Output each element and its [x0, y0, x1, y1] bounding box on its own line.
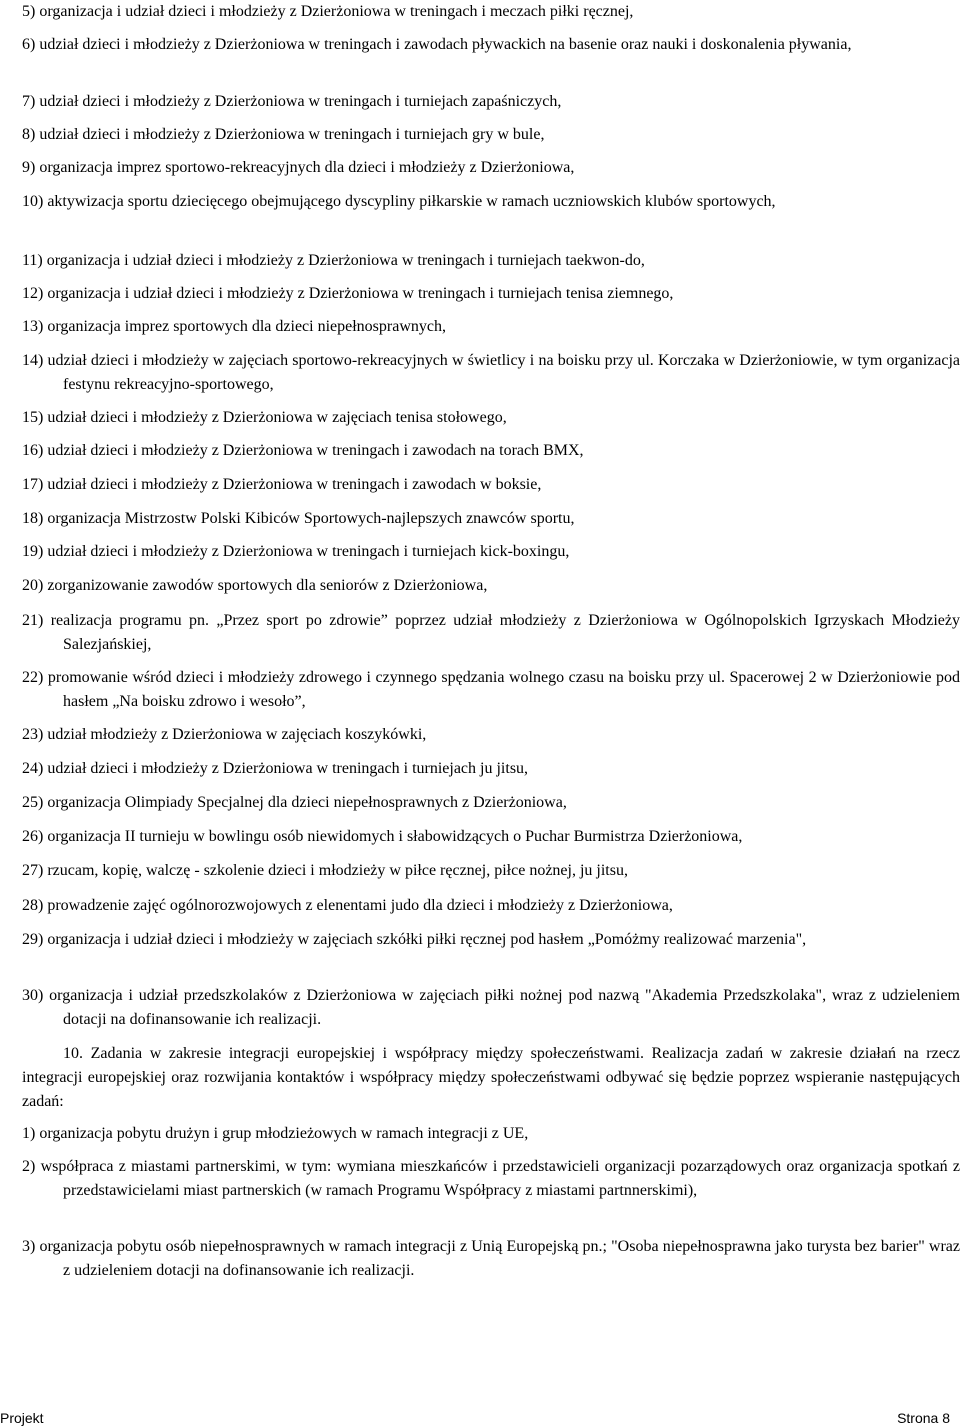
page-number: Strona 8: [897, 1410, 950, 1426]
list-item: 19) udział dzieci i młodzieży z Dzierżoniowa w treningach i turniejach kick-boxingu,: [22, 543, 570, 560]
list-item: 24) udział dzieci i młodzieży z Dzierżoniowa w treningach i turniejach ju jitsu,: [22, 760, 529, 777]
list-item: 21) realizacja programu pn. „Przez sport po zdrowie” poprzez udział młodzieży z Dzierżoniowa w Ogólnopolskich Igrzyskach Młodzieży Salezjańskiej,: [22, 612, 960, 653]
list-item: 20) zorganizowanie zawodów sportowych dla seniorów z Dzierżoniowa,: [22, 577, 488, 594]
list-item: 12) organizacja i udział dzieci i młodzieży z Dzierżoniowa w treningach i turniejach tenisa ziemnego,: [22, 285, 674, 302]
list-item: 2) współpraca z miastami partnerskimi, w tym: wymiana mieszkańców i przedstawicieli organizacji pozarządowych oraz organizacja spotkań z przedstawicielami miast partnerskich (w ramach Programu Współpracy z miastami partnnerskimi),: [22, 1158, 960, 1199]
list-item: 29) organizacja i udział dzieci i młodzieży w zajęciach szkółki piłki ręcznej pod hasłem „Pomóżmy realizować marzenia",: [22, 931, 807, 948]
list-item: 27) rzucam, kopię, walczę - szkolenie dzieci i młodzieży w piłce ręcznej, piłce nożnej, ju jitsu,: [22, 862, 628, 879]
footer-label: Projekt: [0, 1410, 44, 1426]
list-item: 15) udział dzieci i młodzieży z Dzierżoniowa w zajęciach tenisa stołowego,: [22, 409, 507, 426]
list-item: 26) organizacja II turnieju w bowlingu osób niewidomych i słabowidzących o Puchar Burmistrza Dzierżoniowa,: [22, 828, 743, 845]
list-item: 30) organizacja i udział przedszkolaków z Dzierżoniowa w zajęciach piłki nożnej pod nazwą "Akademia Przedszkolaka", wraz z udzieleniem dotacji na dofinansowanie ich realizacji.: [22, 987, 960, 1028]
list-item: 23) udział młodzieży z Dzierżoniowa w zajęciach koszykówki,: [22, 726, 427, 743]
list-item: 1) organizacja pobytu drużyn i grup młodzieżowych w ramach integracji z UE,: [22, 1125, 529, 1142]
list-item: 17) udział dzieci i młodzieży z Dzierżoniowa w treningach i zawodach w boksie,: [22, 476, 542, 493]
section-10-paragraph: 10. Zadania w zakresie integracji europejskiej i współpracy między społeczeństwami. Realizacja zadań w zakresie działań na rzecz integracji europejskiej oraz rozwijania kontaktów i współpracy między społeczeństwami odbywać się będzie poprzez wspieranie następujących zadań:: [22, 1045, 960, 1110]
list-item: 16) udział dzieci i młodzieży z Dzierżoniowa w treningach i zawodach na torach BMX,: [22, 442, 584, 459]
list-item: 11) organizacja i udział dzieci i młodzieży z Dzierżoniowa w treningach i turniejach taekwon-do,: [22, 252, 645, 269]
list-item: 28) prowadzenie zajęć ogólnorozwojowych z elenentami judo dla dzieci i młodzieży z Dzierżoniowa,: [22, 897, 673, 914]
list-item: 7) udział dzieci i młodzieży z Dzierżoniowa w treningach i turniejach zapaśniczych,: [22, 93, 562, 110]
list-item: 13) organizacja imprez sportowych dla dzieci niepełnosprawnych,: [22, 318, 446, 335]
list-item: 18) organizacja Mistrzostw Polski Kibiców Sportowych-najlepszych znawców sportu,: [22, 510, 575, 527]
list-item: 22) promowanie wśród dzieci i młodzieży zdrowego i czynnego spędzania wolnego czasu na boisku przy ul. Spacerowej 2 w Dzierżoniowie pod hasłem „Na boisku zdrowo i wesoło”,: [22, 669, 960, 710]
list-item: 10) aktywizacja sportu dziecięcego obejmującego dyscypliny piłkarskie w ramach uczniowskich klubów sportowych,: [22, 193, 776, 210]
list-item: 5) organizacja i udział dzieci i młodzieży z Dzierżoniowa w treningach i meczach piłki ręcznej,: [22, 3, 634, 20]
list-item: 6) udział dzieci i młodzieży z Dzierżoniowa w treningach i zawodach pływackich na basenie oraz nauki i doskonalenia pływania,: [22, 36, 852, 53]
list-item: 25) organizacja Olimpiady Specjalnej dla dzieci niepełnosprawnych z Dzierżoniowa,: [22, 794, 567, 811]
list-item: 8) udział dzieci i młodzieży z Dzierżoniowa w treningach i turniejach gry w bule,: [22, 126, 545, 143]
list-item: 14) udział dzieci i młodzieży w zajęciach sportowo-rekreacyjnych w świetlicy i na boisku przy ul. Korczaka w Dzierżoniowie, w tym organizacja festynu rekreacyjno-sportowego,: [22, 352, 960, 393]
list-item: 3) organizacja pobytu osób niepełnosprawnych w ramach integracji z Unią Europejską pn.; "Osoba niepełnosprawna jako turysta bez barier" wraz z udzieleniem dotacji na dofinansowanie ich realizacji.: [22, 1238, 960, 1279]
list-item: 9) organizacja imprez sportowo-rekreacyjnych dla dzieci i młodzieży z Dzierżoniowa,: [22, 159, 575, 176]
